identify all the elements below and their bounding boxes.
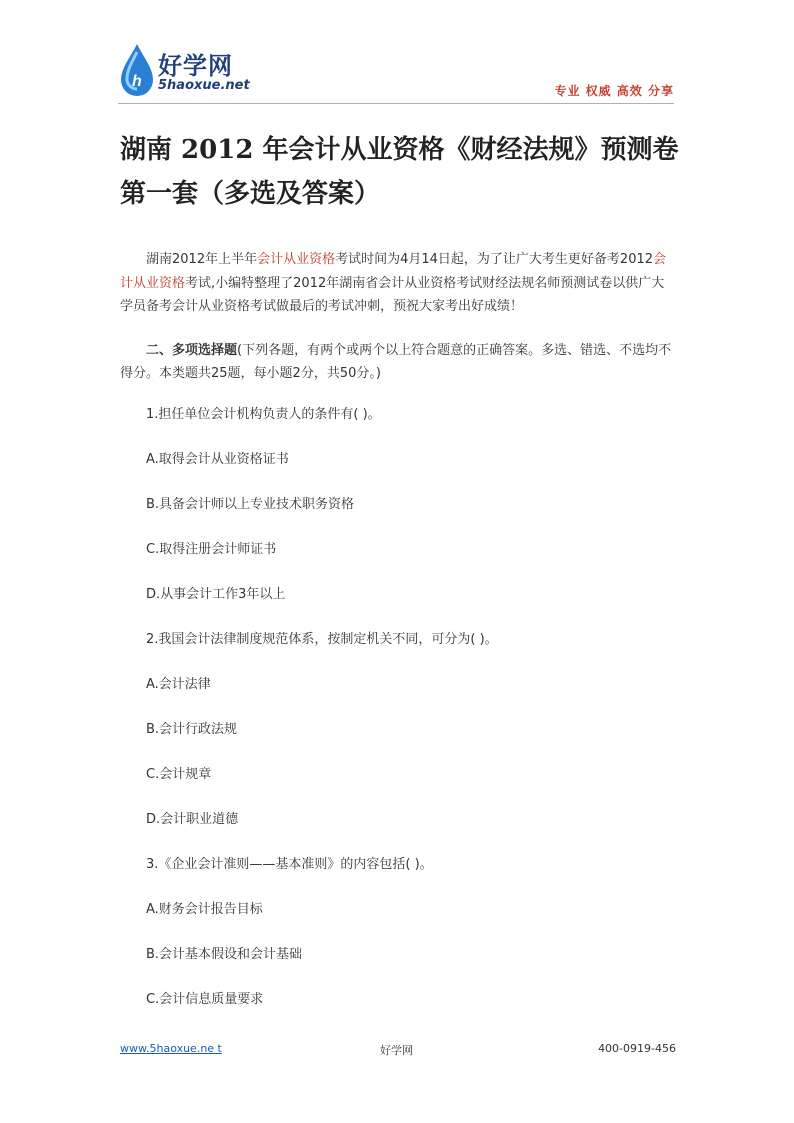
option-line: A.取得会计从业资格证书 [146,451,289,467]
spacer [120,386,676,406]
intro-link-2[interactable]: 会计从业资格 [120,252,667,291]
question-3: 3.《企业会计准则——基本准则》的内容包括( )。 [146,856,433,872]
intro-link-1[interactable]: 会计从业资格 [257,252,336,267]
intro-paragraph [120,248,676,319]
section-note: (下列各题，有两个或两个以上符合题意的正确答案。多选、错选、不选均不得分。本类题共25题，每小题2分，共50分。) [120,342,672,381]
option-line: A.财务会计报告目标 [146,901,263,917]
question-1: 1.担任单位会计机构负责人的条件有( )。 [146,406,381,422]
intro-text-1: 湖南2012年上半年 [146,252,258,267]
intro-text-2: 考试时间为4月14日起，为了让广大考生更好备考2012 [335,252,654,267]
option-line: C.取得注册会计师证书 [146,541,277,557]
option-line: D.会计职业道德 [146,811,239,827]
header-slogan: 专业 权威 高效 分享 [554,84,674,98]
section-heading: 二、多项选择题 [146,342,238,358]
spacer [120,319,676,339]
document-body [120,248,676,1036]
option-line: C.会计规章 [146,766,212,782]
footer-website-link[interactable]: www.5haoxue.ne t [120,1042,222,1055]
option-line: B.具备会计师以上专业技术职务资格 [146,496,355,512]
header-divider [118,103,674,104]
logo-name: 好学网 [158,52,233,80]
footer-phone: 400-0919-456 [598,1042,676,1055]
option-line: C.会计信息质量要求 [146,991,264,1007]
document-title: 湖南 2012 年会计从业资格《财经法规》预测卷第一套（多选及答案） [120,135,679,209]
site-logo[interactable] [118,40,258,100]
option-line: A.会计法律 [146,676,211,692]
option-line: B.会计基本假设和会计基础 [146,946,303,962]
water-drop-logo-icon [118,42,156,98]
page-header [118,40,674,100]
option-line: D.从事会计工作3年以上 [146,586,286,602]
logo-domain: 5haoxue.net [158,78,250,93]
page-footer [120,1042,676,1060]
intro-text-3: 考试,小编特整理了2012年湖南省会计从业资格考试财经法规名师预测试卷以供广大学员备考会计从业资格考试做最后的考试冲刺，预祝大家考出好成绩！ [120,275,665,314]
footer-site-name: 好学网 [380,1044,413,1057]
svg-text:h: h [132,73,142,90]
question-2: 2.我国会计法律制度规范体系，按制定机关不同，可分为( )。 [146,631,498,647]
section-paragraph [120,339,676,386]
option-line: B.会计行政法规 [146,721,238,737]
